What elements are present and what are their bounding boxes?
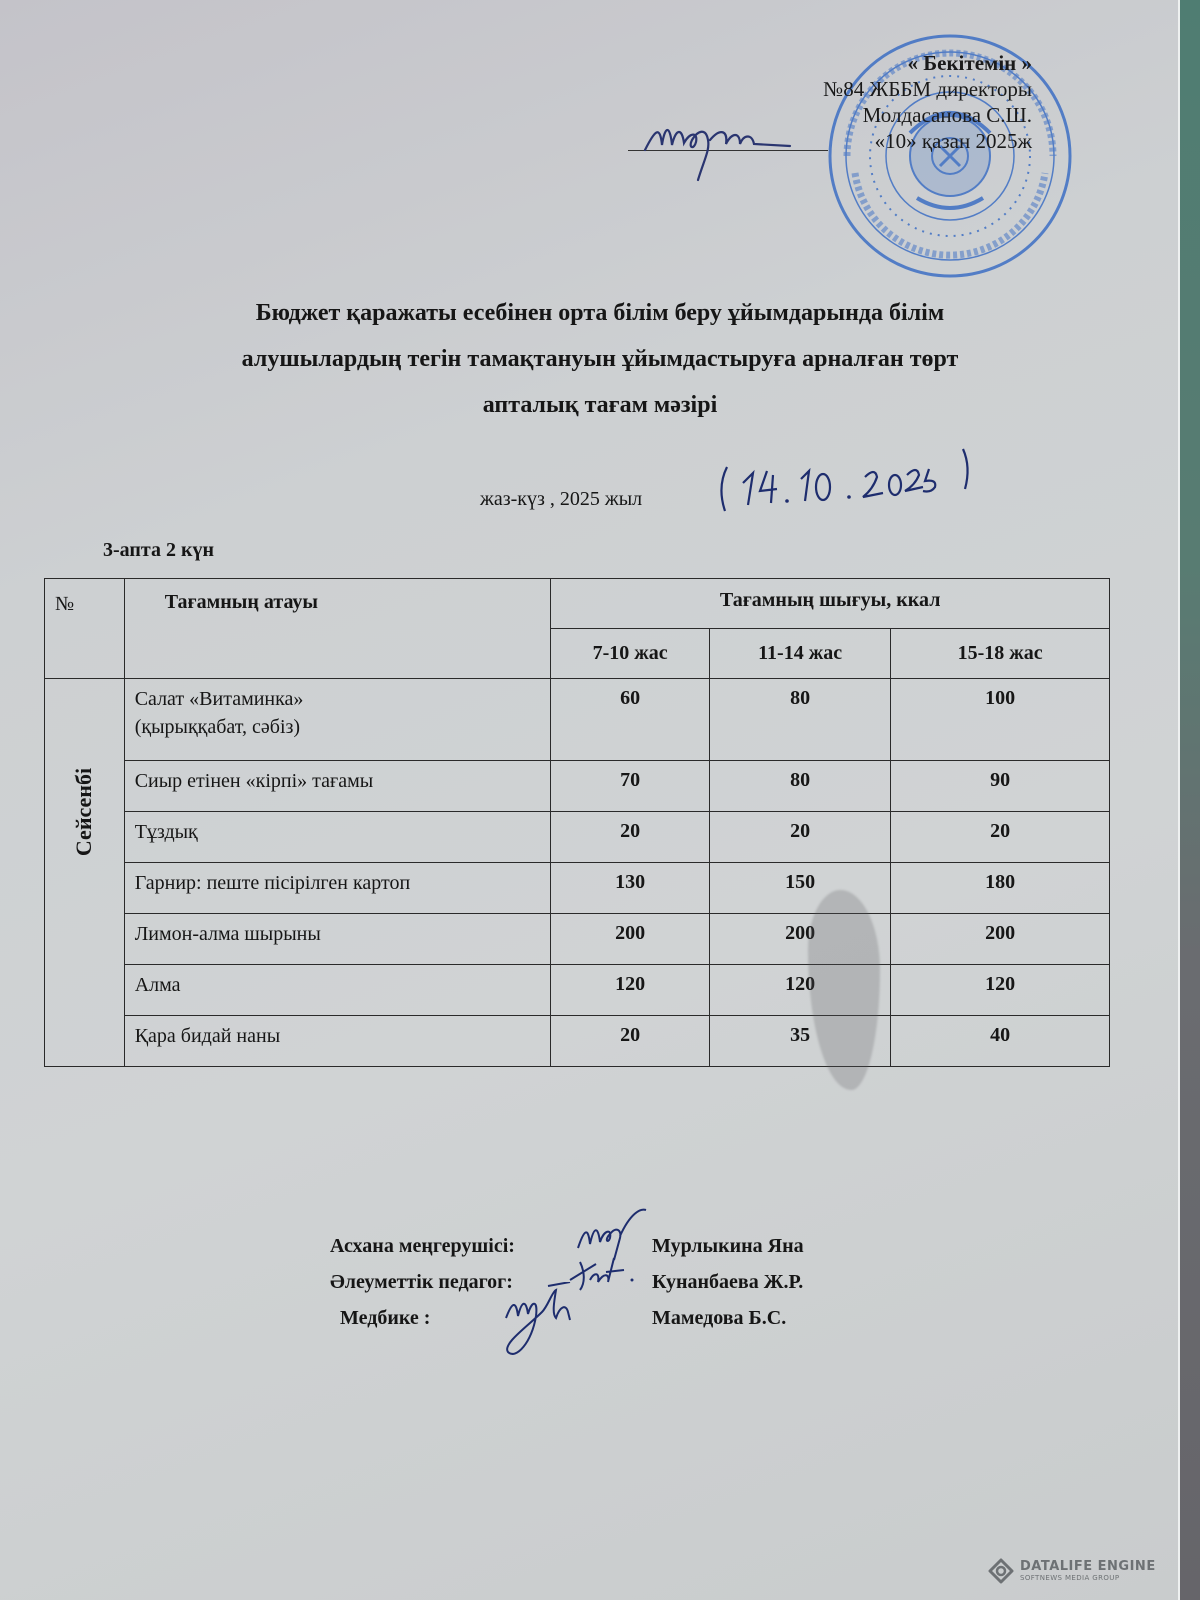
- table-row: [45, 1016, 1110, 1067]
- kcal-15-18: 180: [891, 863, 1110, 914]
- kcal-15-18: 120: [891, 965, 1110, 1016]
- signature-name: Мурлыкина Яна: [652, 1235, 804, 1257]
- kcal-11-14: 35: [710, 1016, 891, 1067]
- header-yield-group: Тағамның шығуы, ккал: [551, 579, 1110, 629]
- datalife-watermark: [988, 1558, 1156, 1584]
- watermark-sub: SOFTNEWS MEDIA GROUP: [1020, 1573, 1120, 1582]
- table-row: [45, 679, 1110, 761]
- signature-role: Әлеуметтік педагог:: [330, 1271, 513, 1293]
- kcal-11-14: 200: [710, 914, 891, 965]
- dish-name-line1: Салат «Витаминка»: [134, 688, 304, 710]
- header-age-7-10: 7-10 жас: [551, 629, 710, 679]
- director-signature-icon: [640, 110, 800, 190]
- signature-role: Медбике :: [340, 1307, 431, 1329]
- approval-position: №84 ЖББМ директоры: [823, 77, 1032, 101]
- signature-role: Асхана меңгерушісі:: [330, 1235, 515, 1257]
- kcal-15-18: 20: [891, 812, 1110, 863]
- approval-name: Молдасанова С.Ш.: [862, 103, 1032, 127]
- title-line-1: Бюджет қаражаты есебінен орта білім беру ұйымдарында білім: [255, 300, 945, 326]
- kcal-7-10: 70: [551, 761, 710, 812]
- approval-block: [823, 50, 1032, 154]
- kcal-11-14: 20: [710, 812, 891, 863]
- document-title: [100, 290, 1100, 428]
- table-header-row: [45, 579, 1110, 629]
- table-row: [45, 965, 1110, 1016]
- kcal-7-10: 20: [551, 812, 710, 863]
- kcal-7-10: 130: [551, 863, 710, 914]
- menu-table: [44, 578, 1110, 1067]
- header-age-11-14: 11-14 жас: [710, 629, 891, 679]
- kcal-15-18: 100: [891, 679, 1110, 761]
- dish-name: Алма: [124, 965, 551, 1016]
- season-label: жаз-күз , 2025 жыл: [480, 488, 643, 510]
- handwritten-date-icon: [715, 445, 985, 515]
- dish-name: Лимон-алма шырыны: [124, 914, 551, 965]
- day-cell: [45, 679, 125, 1067]
- title-line-3: апталық тағам мәзірі: [482, 392, 718, 418]
- signature-name: Мамедова Б.С.: [652, 1307, 787, 1329]
- datalife-logo-icon: [988, 1558, 1014, 1584]
- table-row: [45, 761, 1110, 812]
- kcal-15-18: 200: [891, 914, 1110, 965]
- dish-name: [124, 679, 551, 761]
- kcal-15-18: 90: [891, 761, 1110, 812]
- week-day-label: 3-апта 2 күн: [103, 539, 215, 561]
- dish-name: Қара бидай наны: [124, 1016, 551, 1067]
- table-row: [45, 914, 1110, 965]
- table-row: [45, 812, 1110, 863]
- header-num: №: [45, 579, 125, 679]
- kcal-15-18: 40: [891, 1016, 1110, 1067]
- approval-heading: « Бекітемін »: [907, 51, 1032, 75]
- kcal-11-14: 80: [710, 761, 891, 812]
- kcal-7-10: 20: [551, 1016, 710, 1067]
- kcal-11-14: 120: [710, 965, 891, 1016]
- dish-name: Сиыр етінен «кірпі» тағамы: [124, 761, 551, 812]
- title-line-2: алушылардың тегін тамақтануын ұйымдастыруға арналған төрт: [241, 346, 959, 372]
- kcal-11-14: 80: [710, 679, 891, 761]
- header-age-15-18: 15-18 жас: [891, 629, 1110, 679]
- kcal-7-10: 120: [551, 965, 710, 1016]
- kcal-7-10: 60: [551, 679, 710, 761]
- approval-date: «10» қазан 2025ж: [874, 129, 1032, 153]
- kcal-7-10: 200: [551, 914, 710, 965]
- day-label: Сейсенбі: [71, 767, 97, 857]
- signature-icon: [498, 1282, 598, 1362]
- signature-name: Кунанбаева Ж.Р.: [652, 1271, 804, 1293]
- table-row: [45, 863, 1110, 914]
- dish-name-line2: (қырыққабат, сәбіз): [134, 716, 301, 738]
- watermark-brand: DATALIFE ENGINE: [1020, 1558, 1156, 1574]
- kcal-11-14: 150: [710, 863, 891, 914]
- dish-name: Тұздық: [124, 812, 551, 863]
- header-dish-name: Тағамның атауы: [124, 579, 551, 679]
- dish-name: Гарнир: пеште пісірілген картоп: [124, 863, 551, 914]
